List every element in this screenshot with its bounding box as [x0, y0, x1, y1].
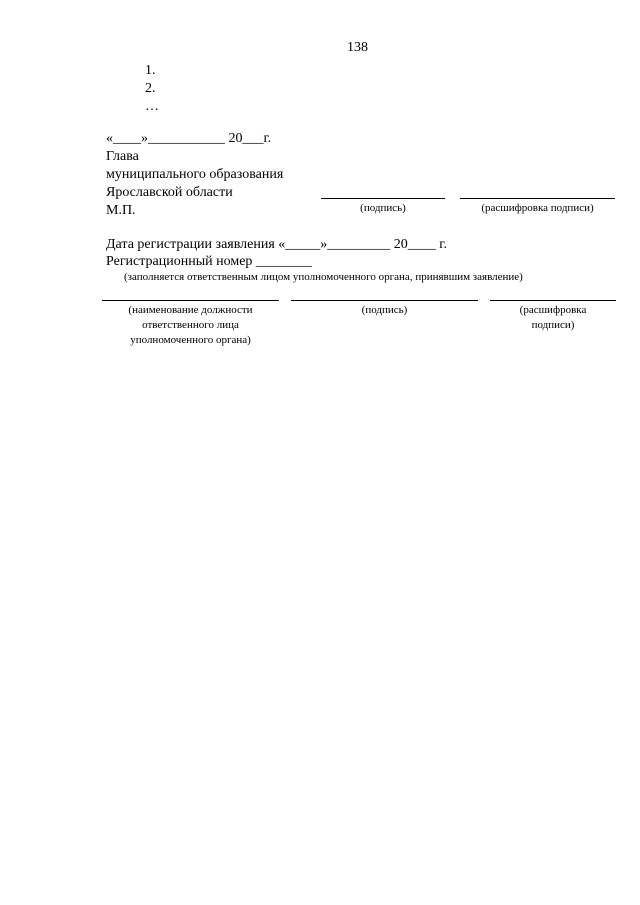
role-line-3: Ярославской области [106, 185, 233, 200]
registration-decoding-caption-line-2: подписи) [531, 319, 575, 331]
registration-note: (заполняется ответственным лицом уполномоченного органа, принявшим заявление) [124, 271, 523, 283]
decoding-line [460, 198, 615, 199]
registration-date-line: Дата регистрации заявления «_____»_________ 20____ г. [106, 237, 447, 252]
role-line-2: муниципального образования [106, 167, 284, 182]
page-number: 138 [347, 40, 368, 55]
registration-number-line: Регистрационный номер ________ [106, 254, 312, 269]
registration-decoding-line [490, 300, 616, 301]
signature-caption: (подпись) [360, 202, 406, 214]
registration-signature-line [291, 300, 478, 301]
position-line [102, 300, 279, 301]
registration-signature-caption: (подпись) [361, 304, 408, 316]
signature-line [321, 198, 445, 199]
position-caption-line-3: уполномоченного органа) [130, 334, 251, 346]
stamp-label: М.П. [106, 203, 136, 218]
role-line-1: Глава [106, 149, 139, 164]
signature-date-line: «____»___________ 20___г. [106, 131, 272, 146]
registration-decoding-caption-line-1: (расшифровка [519, 304, 587, 316]
decoding-caption: (расшифровка подписи) [481, 202, 594, 214]
list-item-ellipsis: … [145, 99, 159, 114]
position-caption-line-1: (наименование должности [128, 304, 253, 316]
list-item-2: 2. [145, 81, 156, 96]
position-caption-line-2: ответственного лица [142, 319, 239, 331]
list-item-1: 1. [145, 63, 156, 78]
